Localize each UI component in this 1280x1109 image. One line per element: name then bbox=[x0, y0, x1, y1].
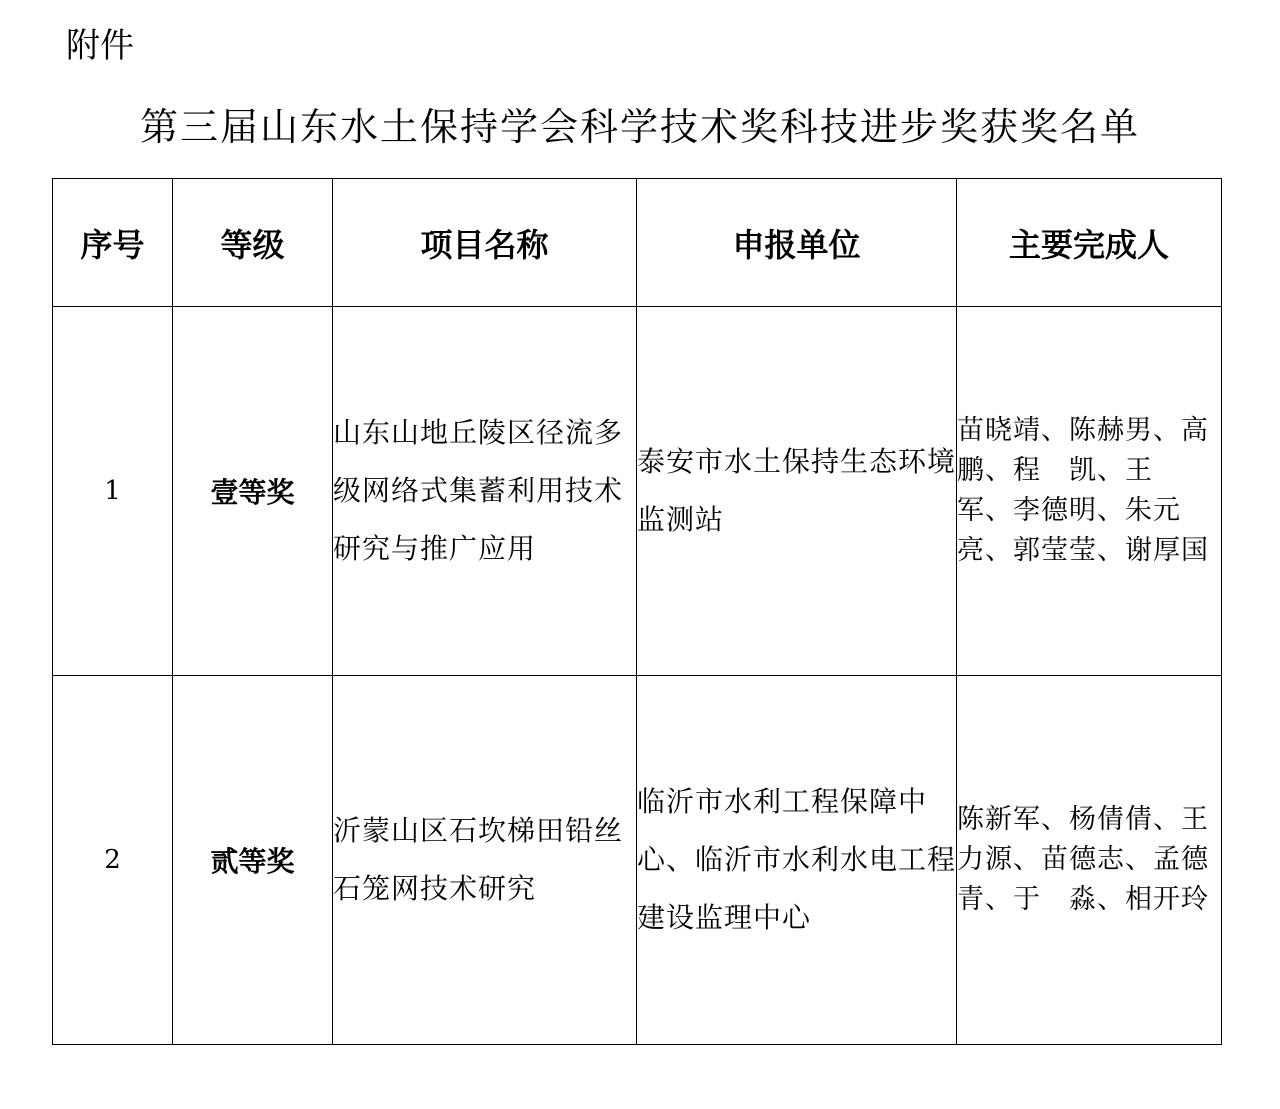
table-header-row bbox=[53, 179, 1222, 307]
header-people: 主要完成人 bbox=[957, 179, 1222, 307]
table-row bbox=[53, 676, 1222, 1045]
document-title: 第三届山东水土保持学会科学技术奖科技进步奖获奖名单 bbox=[139, 105, 1140, 149]
award-table bbox=[52, 178, 1237, 1045]
award-grade: 壹等奖 bbox=[173, 307, 333, 676]
table-row bbox=[53, 307, 1222, 676]
header-no: 序号 bbox=[53, 179, 173, 307]
header-grade: 等级 bbox=[173, 179, 333, 307]
header-unit: 申报单位 bbox=[637, 179, 957, 307]
main-contributors: 苗晓靖、陈赫男、高 鹏、程 凯、王 军、李德明、朱元亮、郭莹莹、谢厚国 bbox=[957, 307, 1222, 676]
header-project: 项目名称 bbox=[333, 179, 637, 307]
annex-label: 附件 bbox=[66, 26, 134, 66]
project-name: 沂蒙山区石坎梯田铅丝石笼网技术研究 bbox=[333, 676, 637, 1045]
applicant-unit: 泰安市水土保持生态环境监测站 bbox=[637, 307, 957, 676]
row-number: 2 bbox=[53, 676, 173, 1045]
main-contributors: 陈新军、杨倩倩、王力源、苗德志、孟德青、于 淼、相开玲 bbox=[957, 676, 1222, 1045]
applicant-unit: 临沂市水利工程保障中心、临沂市水利水电工程建设监理中心 bbox=[637, 676, 957, 1045]
award-grade: 贰等奖 bbox=[173, 676, 333, 1045]
row-number: 1 bbox=[53, 307, 173, 676]
project-name: 山东山地丘陵区径流多级网络式集蓄利用技术研究与推广应用 bbox=[333, 307, 637, 676]
